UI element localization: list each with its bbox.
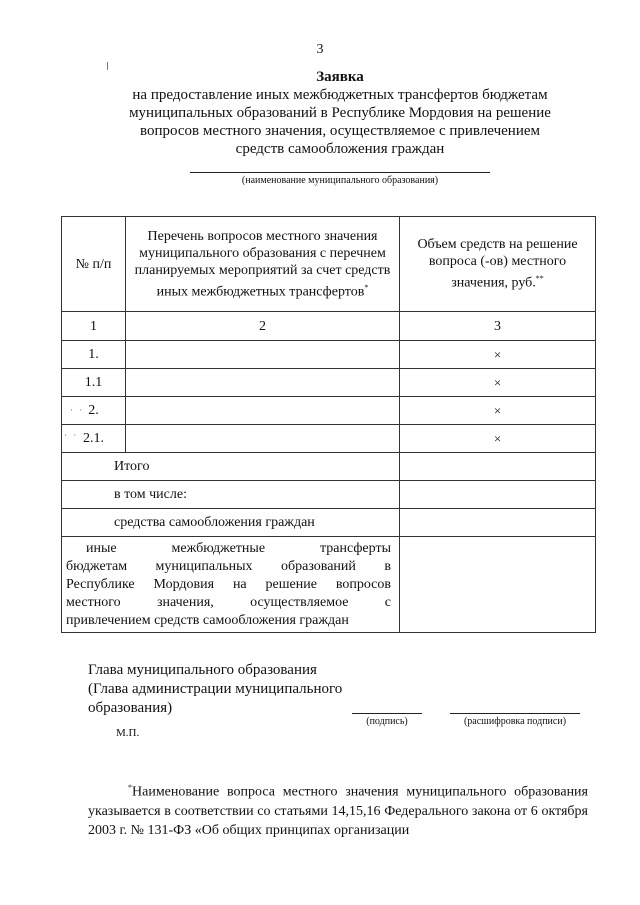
- total-row: [62, 453, 596, 481]
- municipality-name-caption: (наименование муниципального образования): [241, 175, 439, 186]
- column-number: 3: [400, 312, 596, 341]
- cross-mark: ×: [400, 369, 596, 397]
- column-number: 1: [62, 312, 126, 341]
- self-taxation-row: [62, 509, 596, 537]
- row-number: 1.1: [62, 369, 126, 397]
- other-transfers-line: Республике Мордовия на решение вопросов: [66, 576, 391, 592]
- document-title-block: [100, 68, 580, 158]
- table-header-row: [62, 217, 596, 312]
- issue-cell: [126, 397, 400, 425]
- other-transfers-label: [62, 537, 400, 633]
- including-label: в том числе:: [62, 481, 400, 509]
- cross-mark: ×: [400, 341, 596, 369]
- header-issues-list: Перечень вопросов местного значения муниципального образования с перечнем планируемых мероприятий за счет средств иных межбюджетных трансфертов*: [126, 217, 400, 312]
- table-row: [62, 397, 596, 425]
- header-number: № п/п: [62, 217, 126, 312]
- title-line: вопросов местного значения, осуществляемое с привлечением: [140, 123, 540, 139]
- stamp-place: М.П.: [116, 727, 140, 739]
- document-title: Заявка: [316, 69, 364, 85]
- row-number: 2.1.: [62, 425, 126, 453]
- issue-cell: [126, 425, 400, 453]
- signatory-title-line: образования): [88, 700, 173, 716]
- other-transfers-line: привлечением средств самообложения граждан: [66, 612, 349, 628]
- signatory-title-line: (Глава администрации муниципального: [88, 681, 343, 697]
- signature-decoding-line: [450, 713, 580, 714]
- row-number: 1.: [62, 341, 126, 369]
- issue-cell: [126, 369, 400, 397]
- table-row: [62, 425, 596, 453]
- municipality-name-line: [190, 172, 490, 173]
- total-value-cell: [400, 453, 596, 481]
- including-value-cell: [400, 481, 596, 509]
- other-transfers-row: [62, 537, 596, 633]
- self-taxation-label: средства самообложения граждан: [62, 509, 400, 537]
- column-numbering-row: [62, 312, 596, 341]
- including-row: [62, 481, 596, 509]
- other-transfers-line: бюджетам муниципальных образований в: [66, 558, 391, 574]
- signature-line: [352, 713, 422, 714]
- issue-cell: [126, 341, 400, 369]
- column-number: 2: [126, 312, 400, 341]
- row-number: 2.: [62, 397, 126, 425]
- margin-dots: · ·: [64, 430, 79, 440]
- signatory-title-line: Глава муниципального образования: [88, 662, 317, 678]
- footnote-mark: *: [364, 282, 369, 292]
- margin-dots: · ·: [70, 405, 85, 415]
- title-line: на предоставление иных межбюджетных трансфертов бюджетам: [132, 87, 548, 103]
- title-line: муниципальных образований в Республике Мордовия на решение: [129, 105, 551, 121]
- footnote: [88, 778, 588, 840]
- other-transfers-value-cell: [400, 537, 596, 633]
- signatory-title: [88, 661, 342, 718]
- cross-mark: ×: [400, 397, 596, 425]
- table-row: [62, 369, 596, 397]
- footnote-mark: **: [535, 274, 544, 284]
- cross-mark: ×: [400, 425, 596, 453]
- header-funds-volume: Объем средств на решение вопроса (-ов) местного значения, руб.**: [400, 217, 596, 312]
- footnote-mark: *: [128, 783, 132, 792]
- other-transfers-line: иные межбюджетные трансферты: [86, 540, 391, 556]
- signature-caption: (подпись): [366, 716, 408, 727]
- footnote-text: Наименование вопроса местного значения муниципального образования указывается в соответствии со статьями 14,15,16 Федерального закона от 6 октября 2003 г. № 131-ФЗ «Об общих принципах организации: [88, 784, 588, 838]
- other-transfers-line: местного значения, осуществляемое с: [66, 594, 391, 610]
- page-number: 3: [316, 42, 324, 57]
- total-label: Итого: [62, 453, 400, 481]
- table-row: [62, 341, 596, 369]
- self-taxation-value-cell: [400, 509, 596, 537]
- title-line: средств самообложения граждан: [235, 141, 445, 157]
- application-table: [61, 216, 596, 633]
- signature-decoding-caption: (расшифровка подписи): [463, 716, 567, 727]
